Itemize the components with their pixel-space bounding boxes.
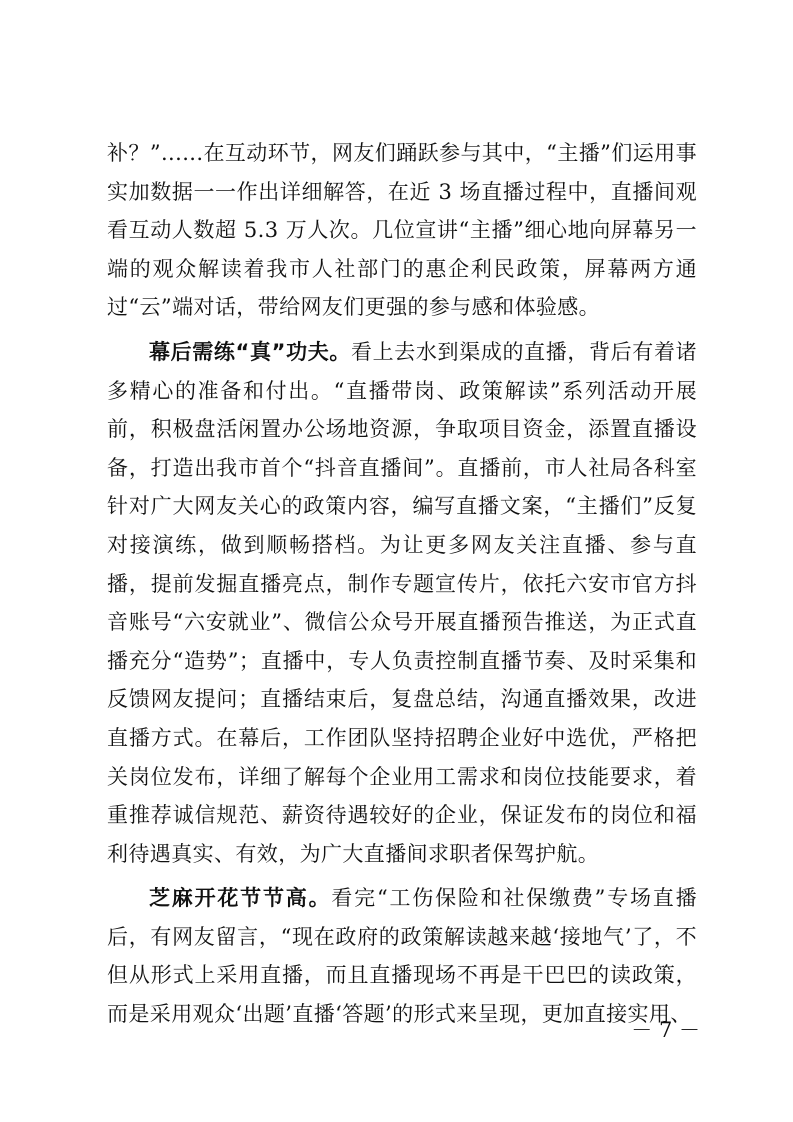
- paragraph-1: [107, 134, 697, 327]
- paragraph-2-heading: 幕后需练“真”功夫。: [149, 339, 351, 364]
- page-number: － 7 －: [631, 1018, 700, 1042]
- document-body: [107, 134, 697, 1040]
- paragraph-3: [107, 879, 697, 1033]
- paragraph-3-heading: 芝麻开花节节高。: [149, 886, 332, 911]
- paragraph-2-text: 看上去水到渠成的直播，背后有着诸多精心的准备和付出。“直播带岗、政策解读”系列活动开展前，积极盘活闲置办公场地资源，争取项目资金，添置直播设备，打造出我市首个“抖音直播间”。直播前，市人社局各科室针对广大网友关心的政策内容，编写直播文案，“主播们”反复对接演练，做到顺畅搭档。为让更多网友关注直播、参与直播，提前发掘直播亮点，制作专题宣传片，依托六安市官方抖音账号“六安就业”、微信公众号开展直播预告推送，为正式直播充分“造势”；直播中，专人负责控制直播节奏、及时采集和反馈网友提问；直播结束后，复盘总结，沟通直播效果，改进直播方式。在幕后，工作团队坚持招聘企业好中选优，严格把关岗位发布，详细了解每个企业用工需求和岗位技能要求，着重推荐诚信规范、薪资待遇较好的企业，保证发布的岗位和福利待遇真实、有效，为广大直播间求职者保驾护航。: [107, 339, 697, 866]
- paragraph-2: [107, 333, 697, 873]
- paragraph-1-text: 补？”......在互动环节，网友们踊跃参与其中，“主播”们运用事实加数据一一作出详细解答，在近 3 场直播过程中，直播间观看互动人数超 5.3 万人次。几位宣讲“主播”细心地向屏幕另一端的观众解读着我市人社部门的惠企利民政策，屏幕两方通过“云”端对话，带给网友们更强的参与感和体验感。: [107, 141, 697, 320]
- paragraph-3-text: 看完“工伤保险和社保缴费”专场直播后，有网友留言，“现在政府的政策解读越来越‘接地气’了，不但从形式上采用直播，而且直播现场不再是干巴巴的读政策，而是采用观众‘出题’直播‘答题’的形式来呈现，更加直接实用、: [107, 886, 697, 1027]
